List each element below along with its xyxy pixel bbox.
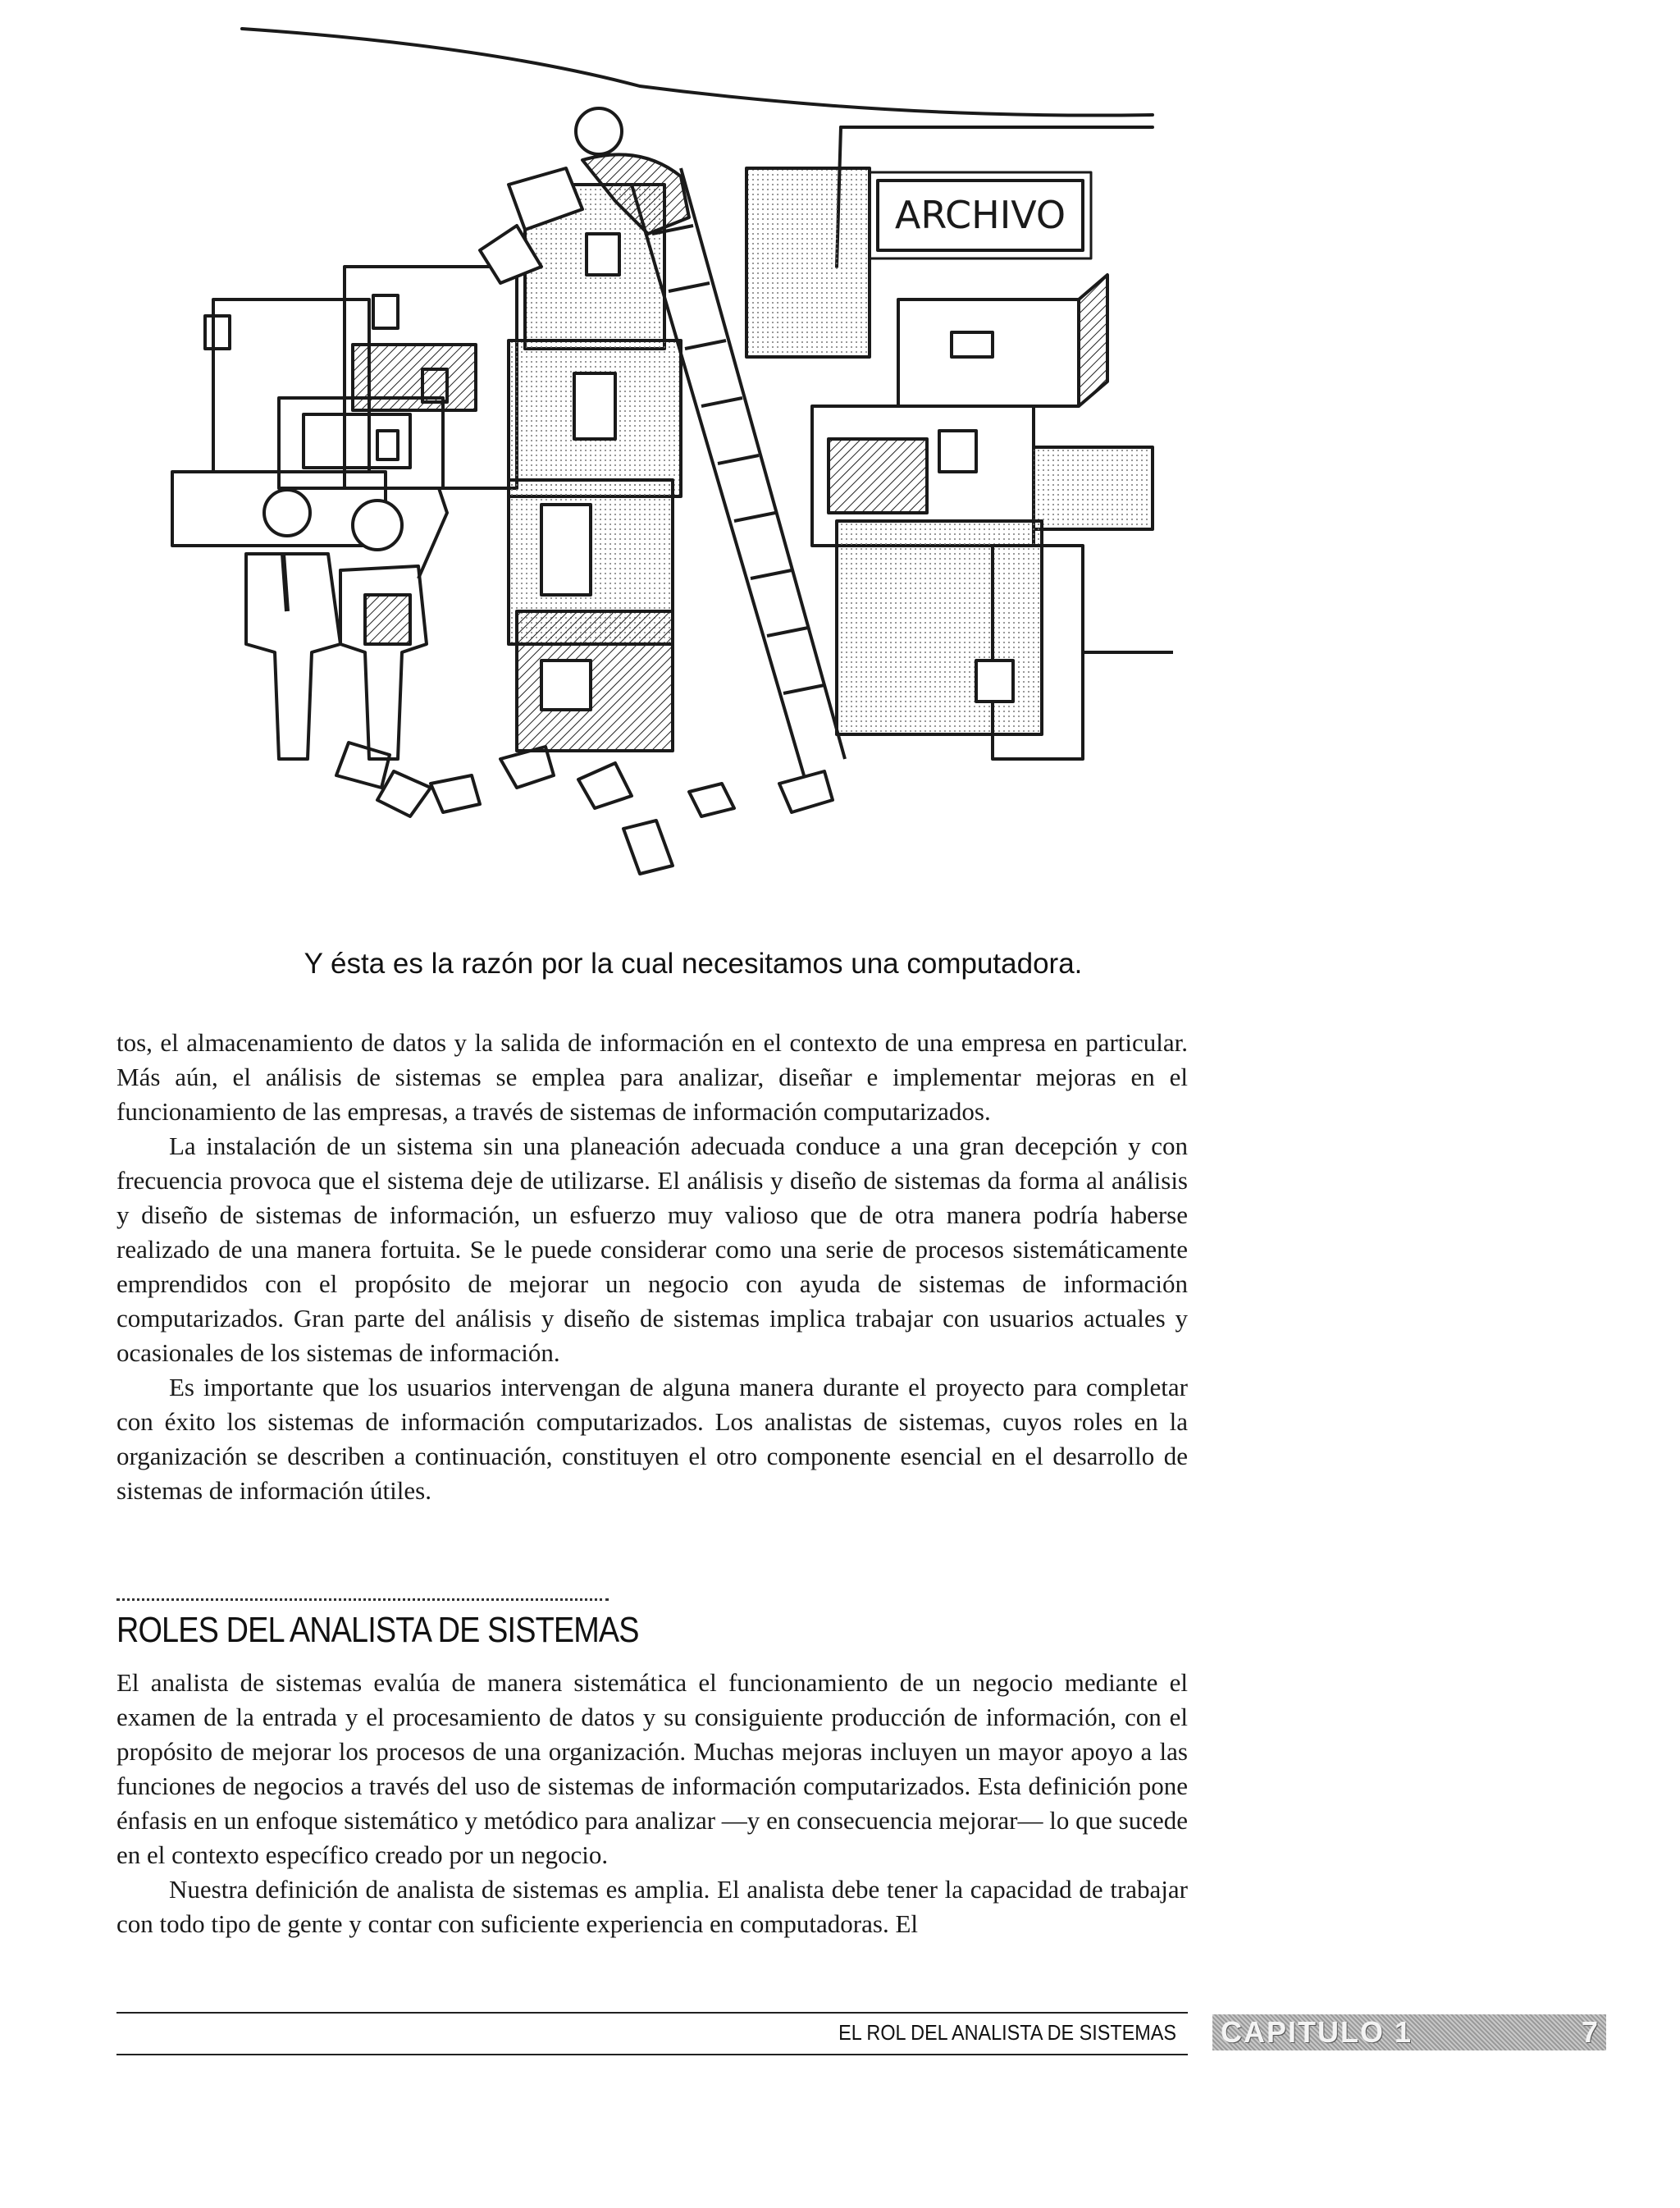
cartoon-illustration bbox=[156, 21, 1173, 907]
paragraph: El analista de sistemas evalúa de manera sistemática el funcionamiento de un negocio mediante el examen de la entrada y el procesamiento de datos y su consiguiente producción de información, con el propósito de mejorar los procesos de una organización. Muchas mejoras incluyen un mayor apoyo a las funciones de negocios a través del uso de sistemas de información computarizados. Esta definición pone énfasis en un enfoque sistemático y metódico para analizar —y en consecuencia mejorar— lo que sucede en el contexto específico creado por un negocio. bbox=[116, 1668, 1188, 1869]
section-divider bbox=[116, 1598, 609, 1601]
figure-caption: Y ésta es la razón por la cual necesitamos una computadora. bbox=[304, 948, 1083, 980]
page-number: 7 bbox=[1581, 2015, 1598, 2049]
intro-text bbox=[116, 1026, 1188, 1508]
footer-top-rule bbox=[116, 2012, 1188, 2014]
paragraph: Nuestra definición de analista de sistemas es amplia. El analista debe tener la capacidad de trabajar con todo tipo de gente y contar con suficiente experiencia en computadoras. El bbox=[116, 1875, 1188, 1938]
paragraph: Es importante que los usuarios intervengan de alguna manera durante el proyecto para completar con éxito los sistemas de información computarizados. Los analistas de sistemas, cuyos roles en la organización se describen a continuación, constituyen el otro componente esencial en el desarrollo de sistemas de información útiles. bbox=[116, 1373, 1188, 1505]
running-title: EL ROL DEL ANALISTA DE SISTEMAS bbox=[838, 2020, 1176, 2045]
section-text bbox=[116, 1666, 1188, 1941]
paragraph: tos, el almacenamiento de datos y la salida de información en el contexto de una empresa en particular. Más aún, el análisis de sistemas se emplea para analizar, diseñar e implementar mejoras en el funcionamiento de las empresas, a través de sistemas de información computarizados. bbox=[116, 1028, 1188, 1126]
section-heading: ROLES DEL ANALISTA DE SISTEMAS bbox=[116, 1610, 639, 1650]
chapter-label: CAPITULO 1 bbox=[1221, 2015, 1413, 2049]
footer-bottom-rule bbox=[116, 2054, 1188, 2055]
paragraph: La instalación de un sistema sin una planeación adecuada conduce a una gran decepción y con frecuencia provoca que el sistema deje de utilizarse. El análisis y diseño de sistemas da forma al análisis y diseño de sistemas de información, un esfuerzo muy valioso que de otra manera podría haberse realizado de una manera fortuita. Se le puede considerar como una serie de procesos sistemáticamente emprendidos con el propósito de mejorar un negocio con ayuda de sistemas de información computarizados. Gran parte del análisis y diseño de sistemas implica trabajar con usuarios actuales y ocasionales de los sistemas de información. bbox=[116, 1131, 1188, 1367]
archive-sign-text: ARCHIVO bbox=[894, 193, 1066, 237]
chapter-tab bbox=[1212, 2014, 1606, 2050]
